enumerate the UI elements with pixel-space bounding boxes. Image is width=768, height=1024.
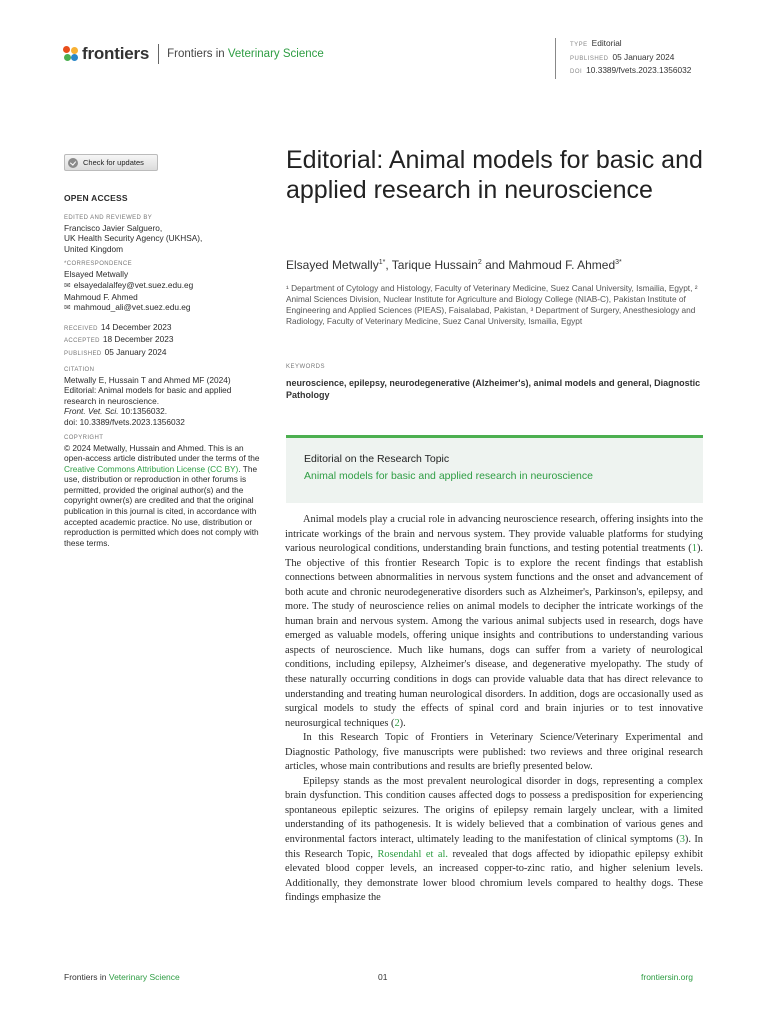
dates: RECEIVED 14 December 2023 ACCEPTED 18 December 2023 PUBLISHED 05 January 2024 [64, 321, 174, 357]
editor-info: Francisco Javier Salguero, UK Health Security Agency (UKHSA), United Kingdom [64, 222, 203, 254]
keywords: neuroscience, epilepsy, neurodegenerative (Alzheimer's), animal models and general, Diagnostic Pathology [286, 378, 701, 400]
check-icon [68, 158, 78, 168]
article-meta: TYPE Editorial PUBLISHED 05 January 2024 DOI 10.3389/fvets.2023.1356032 [555, 38, 691, 79]
footer-journal[interactable]: Frontiers in Veterinary Science [64, 972, 180, 982]
keywords-label: KEYWORDS [286, 364, 326, 370]
open-access-label: OPEN ACCESS [64, 193, 128, 203]
reference-link[interactable]: Rosendahl et al. [377, 848, 448, 860]
article-body [285, 513, 703, 906]
copyright-text: © 2024 Metwally, Hussain and Ahmed. This is an open-access article distributed under the terms of the Creative Commons Attribution License (CC BY). The use, distribution or reproduction in other forums is permitted, provided the original author(s) and the copyright owner(s) are credited and that the original publication in this journal is cited, in accordance with accepted academic practice. No use, distribution or reproduction is permitted which does not comply with these terms. [64, 442, 260, 548]
citation-label: CITATION [64, 366, 95, 373]
edited-label: EDITED AND REVIEWED BY [64, 214, 153, 221]
author-name[interactable]: , Tarique Hussain [385, 258, 478, 272]
journal-name[interactable]: Frontiers in Veterinary Science [167, 48, 324, 60]
paragraph: Animal models play a crucial role in advancing neuroscience research, offering insights into the intricate workings of the brain and nervous system. They provide valuable platforms for studying various neurological conditions, understanding brain functions, and testing potential treatments (1). The objective of this frontier Research Topic is to explore the recent findings that establish connections between abnormalities in nervous system functions and the onset and advancement of both acute and chronic neurodegenerative disorders such as Alzheimer's, Parkinson's, epilepsy, and more. The study of neuroscience relies on animal models to decipher the intricate workings of the human brain and nervous system. Among the various animal subjects used in research, dogs have emerged as valuable models, offering unique insights and contributions to understanding various aspects of neuroscience. Much like humans, dogs can suffer from a variety of neurological conditions, including epilepsy, Alzheimer's disease, and degenerative myelopathy. The study of these naturally occurring conditions in dogs can provide valuable data that has direct relevance to understanding and treating human neurological disorders. In addition, dogs are occasionally used as surgical models to study the effects of spinal cord and brain injuries or to test innovative neurosurgical techniques (2). [285, 514, 703, 729]
paragraph: In this Research Topic of Frontiers in Veterinary Science/Veterinary Experimental and Diagnostic Pathology, five manuscripts were published: two reviews and three original research articles, whose main contributions and results are briefly presented below. [285, 732, 703, 773]
article-type: Editorial [591, 38, 622, 48]
reference-link[interactable]: 1 [691, 543, 697, 555]
citation: Metwally E, Hussain T and Ahmed MF (2024) Editorial: Animal models for basic and applied research in neuroscience. Front. Vet. Sci. 10:1356032. doi: 10.3389/fvets.2023.1356032 [64, 375, 260, 428]
correspondence-label: *CORRESPONDENCE [64, 261, 133, 268]
page-number: 01 [378, 972, 388, 982]
research-topic-link[interactable]: Animal models for basic and applied research in neuroscience [304, 470, 593, 482]
brand-name: frontiers [82, 44, 150, 63]
frontiers-logo-icon [63, 46, 79, 62]
email-link[interactable]: ✉ mahmoud_ali@vet.suez.edu.eg [64, 302, 260, 314]
article-sidebar [64, 193, 260, 551]
paragraph: Epilepsy stands as the most prevalent neurological disorder in dogs, representing a complex brain dysfunction. This condition causes affected dogs to possess a predisposition for experiencing spontaneous epileptic seizures. The origins of epilepsy remain largely unclear, with a limited understanding of its pathogenesis. It is widely believed that a combination of various genes and environmental factors interact, ultimately leading to the manifestation of clinical symptoms (3). In this Research Topic, Rosendahl et al. revealed that dogs affected by idiopathic epilepsy exhibit elevated blood copper levels, an increased copper-to-zinc ratio, and higher selenium levels. Additionally, they demonstrate lower blood chromium levels compared to healthy dogs. These findings emphasize the [285, 775, 704, 904]
reference-link[interactable]: 2 [394, 717, 400, 729]
author-name[interactable]: and Mahmoud F. Ahmed [481, 258, 616, 272]
research-topic-box [286, 435, 703, 503]
citation-doi[interactable]: doi: 10.3389/fvets.2023.1356032 [64, 416, 185, 427]
cc-by-link[interactable]: Creative Commons Attribution License (CC BY) [64, 463, 239, 474]
doi[interactable]: 10.3389/fvets.2023.1356032 [586, 65, 692, 75]
author-list: Elsayed Metwally$^{1*}$, Tarique Hussain$^2$ and Mahmoud F. Ahmed$^{3*}$ [286, 258, 622, 272]
affiliations: ¹ Department of Cytology and Histology, Faculty of Veterinary Medicine, Suez Canal University, Ismailia, Egypt, ² Animal Sciences Division, Nuclear Institute for Agriculture and Biology College (NIAB-C), Pakistan Institute of Engineering and Applied Sciences (PIEAS), Faisalabad, Pakistan, ³ Department of Surgery, Anesthesiology and Radiology, Faculty of Veterinary Medicine, Suez Canal University, Ismailia, Egypt [286, 283, 698, 326]
published-date: 05 January 2024 [612, 51, 675, 62]
copyright-label: COPYRIGHT [64, 434, 104, 441]
email-link[interactable]: ✉ elsayedalalfey@vet.suez.edu.eg [64, 280, 260, 292]
check-for-updates-button[interactable]: Check for updates [64, 154, 158, 171]
header-divider [158, 44, 159, 64]
article-title: Editorial: Animal models for basic and applied research in neuroscience [286, 146, 703, 204]
footer-site-link[interactable]: frontiersin.org [641, 972, 693, 982]
frontiers-logo[interactable] [63, 44, 324, 64]
correspondence-info: Elsayed Metwally ✉ elsayedalalfey@vet.suez.edu.eg Mahmoud F. Ahmed ✉ mahmoud_ali@vet.suez.edu.eg [64, 269, 260, 313]
author-name[interactable]: Elsayed Metwally [286, 258, 379, 272]
reference-link[interactable]: 3 [679, 834, 685, 846]
research-topic-label: Editorial on the Research Topic [304, 453, 450, 465]
